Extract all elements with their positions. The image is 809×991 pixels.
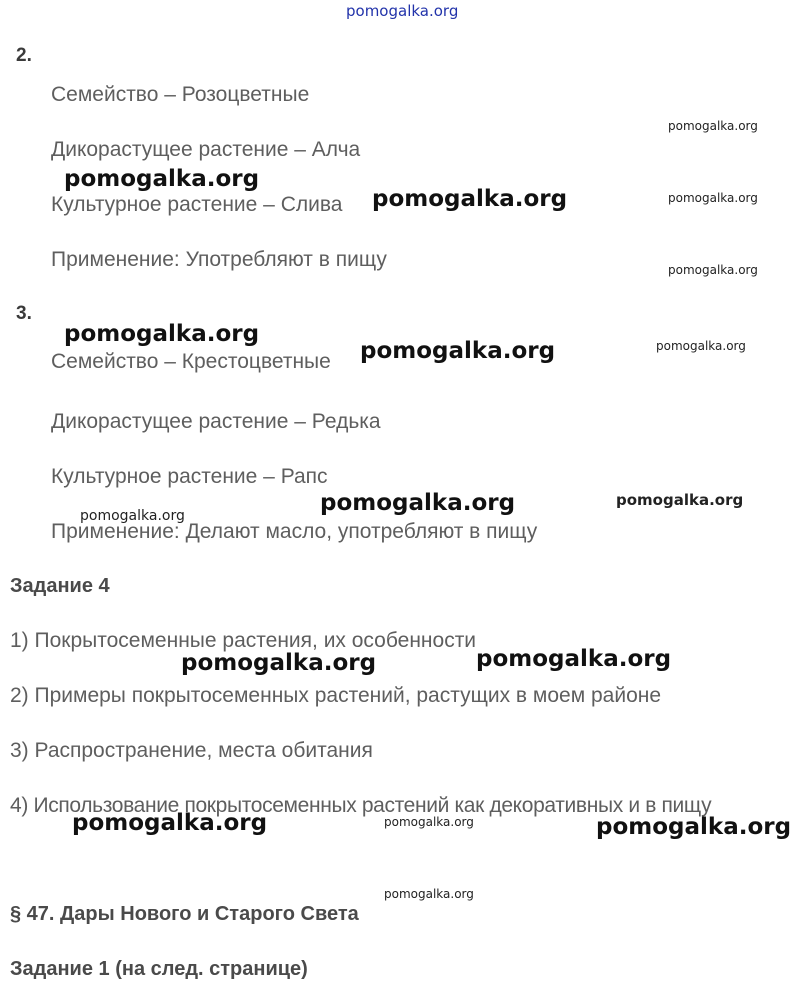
watermark: pomogalka.org <box>64 321 260 347</box>
watermark: pomogalka.org <box>596 814 792 840</box>
watermark: pomogalka.org <box>616 491 744 509</box>
section-number-2: 2. <box>16 45 32 66</box>
task4-item-1: 1) Покрытосеменные растения, их особенности <box>10 629 477 652</box>
watermark: pomogalka.org <box>64 166 260 192</box>
section3-family: Семейство – Крестоцветные <box>51 350 331 373</box>
watermark: pomogalka.org <box>72 810 268 836</box>
task4-item-3: 3) Распространение, места обитания <box>10 739 373 762</box>
task4-item-4: 4) Использование покрытосеменных растений как декоративных и в пищу <box>10 794 712 817</box>
watermark: pomogalka.org <box>320 490 516 516</box>
task1-note: Задание 1 (на след. странице) <box>10 958 308 980</box>
task4-item-2: 2) Примеры покрытосеменных растений, растущих в моем районе <box>10 684 662 707</box>
section2-wild-plant: Дикорастущее растение – Алча <box>51 138 361 161</box>
watermark: pomogalka.org <box>384 887 474 901</box>
watermark: pomogalka.org <box>668 263 758 277</box>
watermark: pomogalka.org <box>668 119 758 133</box>
header-watermark: pomogalka.org <box>346 2 459 20</box>
task4-title: Задание 4 <box>10 575 110 597</box>
watermark: pomogalka.org <box>80 508 185 524</box>
section3-cultivated-plant: Культурное растение – Рапс <box>51 465 328 488</box>
watermark: pomogalka.org <box>668 191 758 205</box>
section2-family: Семейство – Розоцветные <box>51 83 310 106</box>
section2-cultivated-plant: Культурное растение – Слива <box>51 193 343 216</box>
section2-usage: Применение: Употребляют в пищу <box>51 248 387 271</box>
watermark: pomogalka.org <box>181 650 377 676</box>
section-number-3: 3. <box>16 303 32 324</box>
watermark: pomogalka.org <box>384 815 474 829</box>
paragraph-title: § 47. Дары Нового и Старого Света <box>10 903 359 925</box>
watermark: pomogalka.org <box>372 186 568 212</box>
watermark: pomogalka.org <box>476 646 672 672</box>
watermark: pomogalka.org <box>656 339 746 353</box>
section3-wild-plant: Дикорастущее растение – Редька <box>51 410 381 433</box>
section3-usage: Применение: Делают масло, употребляют в пищу <box>51 520 538 543</box>
watermark: pomogalka.org <box>360 338 556 364</box>
